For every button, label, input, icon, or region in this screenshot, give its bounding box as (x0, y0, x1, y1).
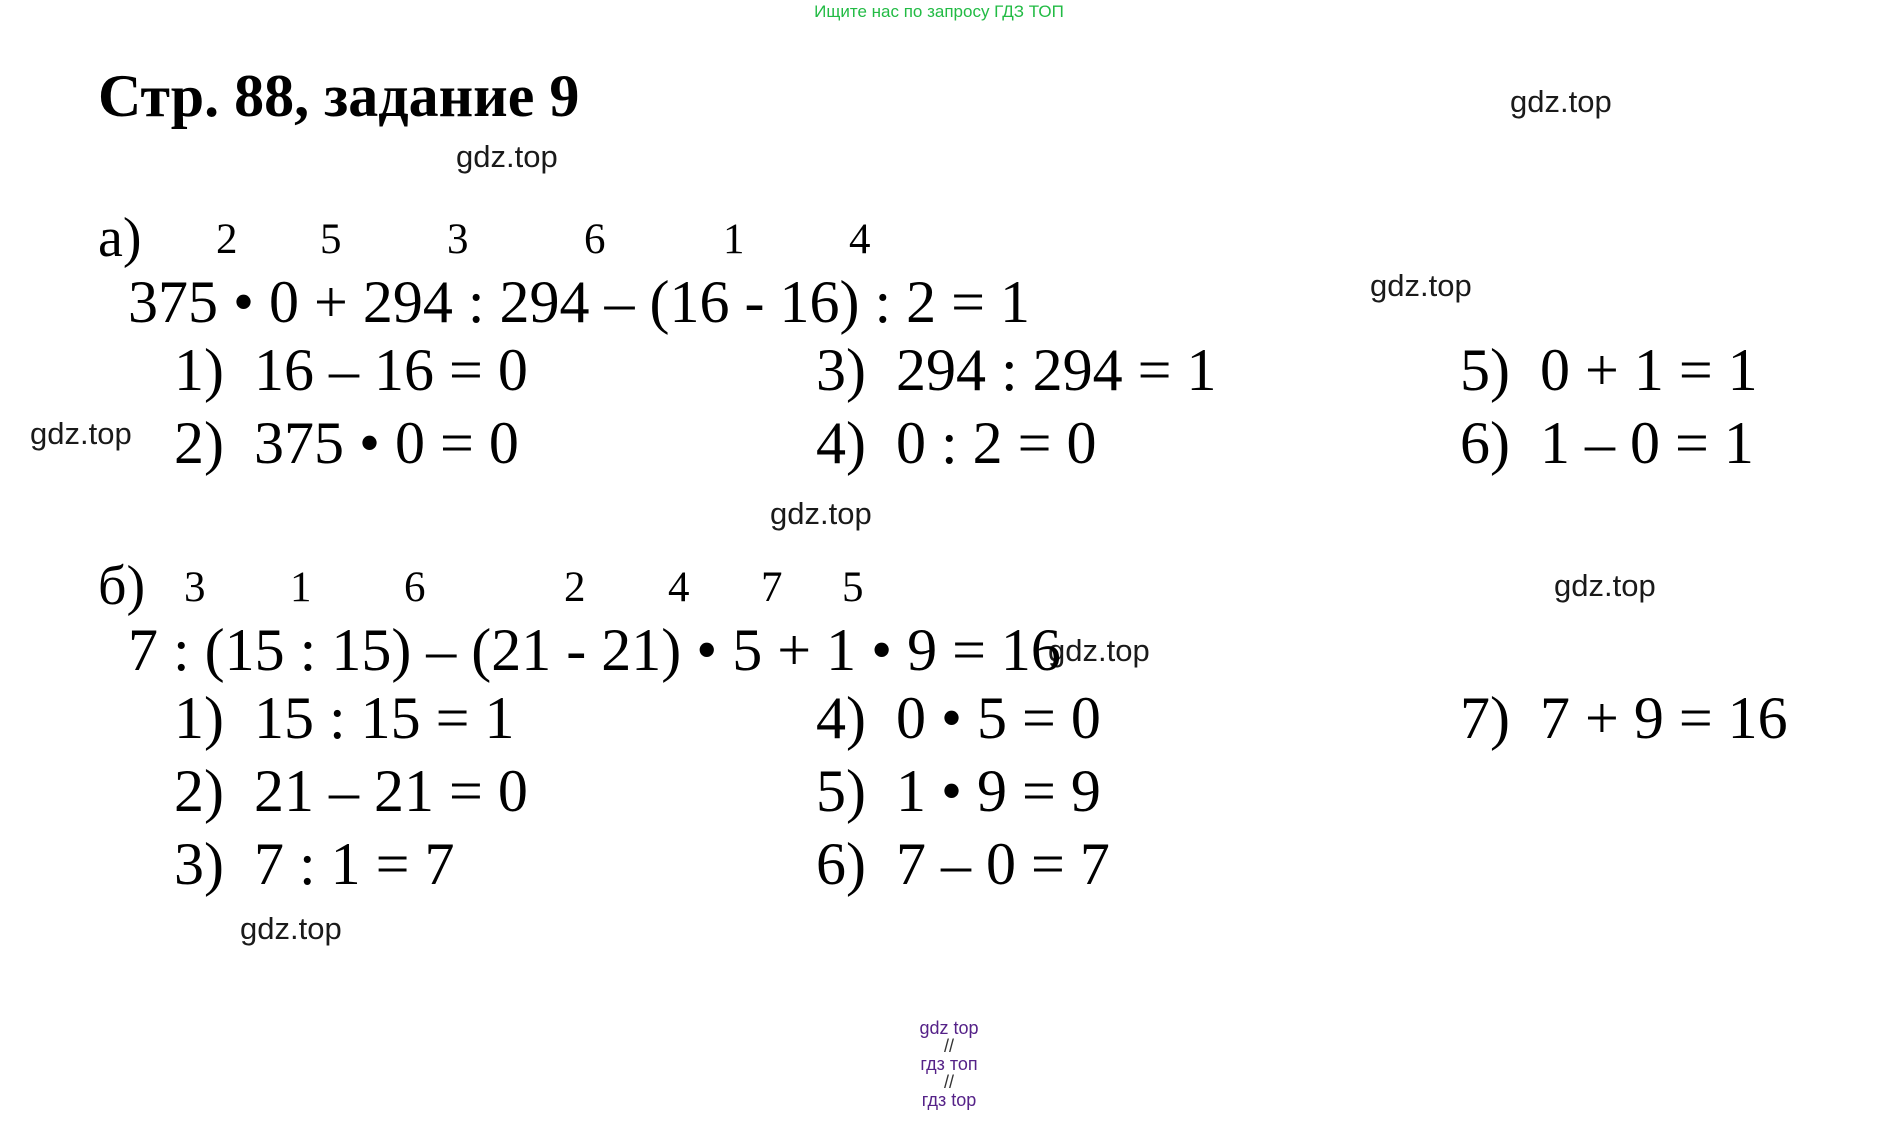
order-number: 4 (849, 216, 871, 263)
step: 5) 1 • 9 = 9 (816, 758, 1101, 824)
footer-link[interactable]: гдз топ (920, 1054, 978, 1074)
step: 2) 21 – 21 = 0 (174, 758, 528, 824)
part-a-label: а) (98, 207, 142, 269)
order-number: 3 (447, 216, 469, 263)
order-number: 1 (290, 564, 312, 611)
page-title: Стр. 88, задание 9 (98, 63, 580, 129)
order-number: 2 (216, 216, 238, 263)
order-number: 5 (842, 564, 864, 611)
step: 4) 0 • 5 = 0 (816, 685, 1101, 751)
order-number: 5 (320, 216, 342, 263)
step: 4) 0 : 2 = 0 (816, 410, 1097, 476)
footer-link[interactable]: гдз top (921, 1090, 977, 1110)
order-number: 7 (761, 564, 783, 611)
step: 7) 7 + 9 = 16 (1460, 685, 1788, 751)
order-number: 2 (564, 564, 586, 611)
step: 5) 0 + 1 = 1 (1460, 337, 1758, 403)
watermark: gdz.top (1554, 568, 1656, 603)
footer-link[interactable]: gdz top (919, 1018, 979, 1038)
step: 3) 7 : 1 = 7 (174, 831, 455, 897)
expression-b: 7 : (15 : 15) – (21 - 21) • 5 + 1 • 9 = 16 (128, 617, 1061, 683)
search-banner: Ищите нас по запросу ГДЗ ТОП (814, 2, 1064, 21)
step: 1) 16 – 16 = 0 (174, 337, 528, 403)
watermark: gdz.top (1370, 268, 1472, 303)
footer-separator: // (944, 1072, 955, 1092)
watermark: gdz.top (30, 416, 132, 451)
watermark: gdz.top (770, 496, 872, 531)
step: 3) 294 : 294 = 1 (816, 337, 1217, 403)
part-b-label: б) (98, 555, 146, 617)
watermark: gdz.top (1048, 633, 1150, 668)
watermark: gdz.top (456, 139, 558, 174)
step: 6) 7 – 0 = 7 (816, 831, 1110, 897)
expression-a: 375 • 0 + 294 : 294 – (16 - 16) : 2 = 1 (128, 269, 1030, 335)
order-number: 4 (668, 564, 690, 611)
order-number: 1 (723, 216, 745, 263)
footer-separator: // (944, 1036, 955, 1056)
step: 6) 1 – 0 = 1 (1460, 410, 1754, 476)
watermark: gdz.top (1510, 84, 1612, 119)
footer (0, 1001, 1878, 1127)
step: 1) 15 : 15 = 1 (174, 685, 515, 751)
order-number: 6 (584, 216, 606, 263)
step: 2) 375 • 0 = 0 (174, 410, 519, 476)
watermark: gdz.top (240, 911, 342, 946)
order-number: 6 (404, 564, 426, 611)
order-number: 3 (184, 564, 206, 611)
